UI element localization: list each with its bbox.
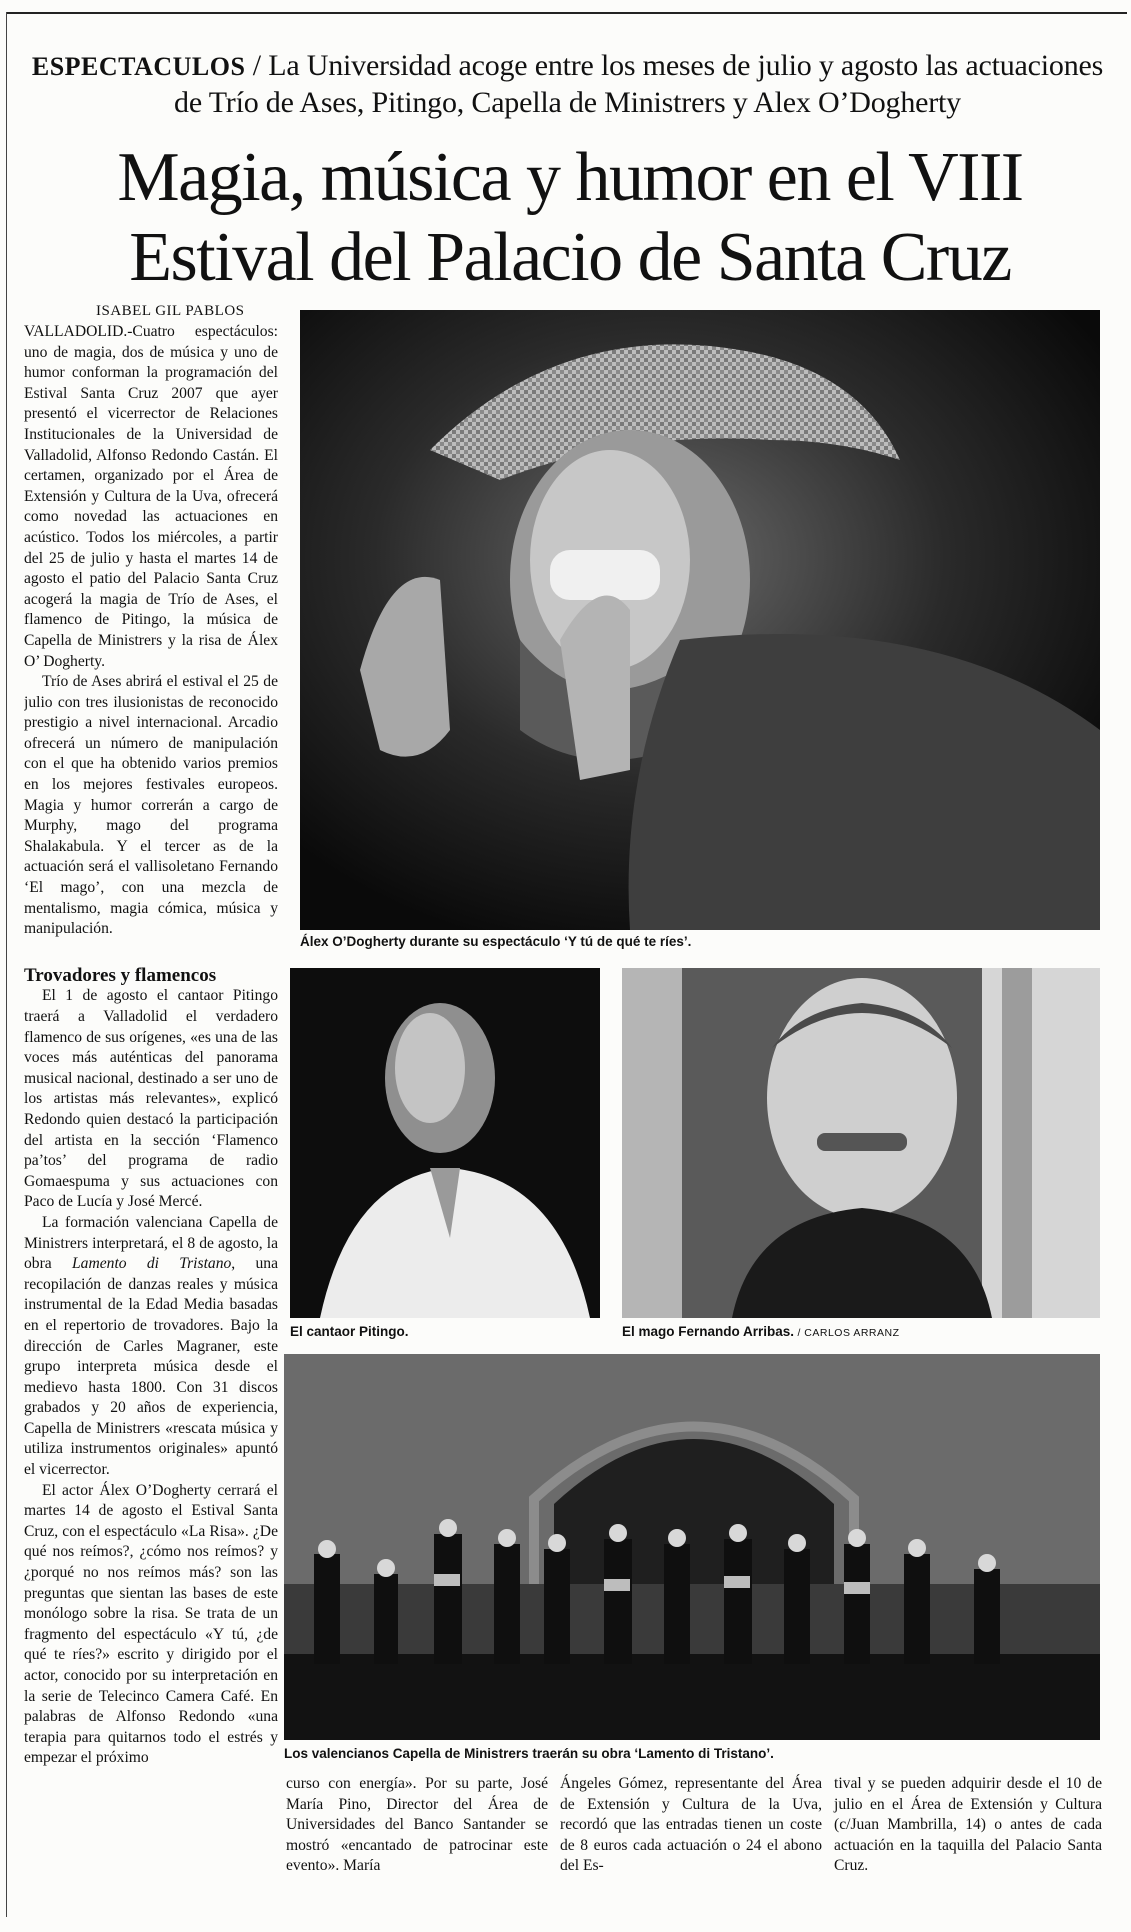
- caption-photo-3-text: El mago Fernando Arribas.: [622, 1324, 795, 1339]
- paragraph-4: [24, 1213, 278, 1481]
- article-column-2: [286, 1774, 548, 1877]
- photo-capella-de-ministrers: [284, 1354, 1100, 1740]
- work-title: Lamento di Tristano: [72, 1255, 232, 1273]
- section-label: ESPECTACULOS: [31, 52, 246, 81]
- paragraph-5: El actor Álex O’Dogherty cerrará el martes 14 de agosto el Estival Santa Cruz, con el espectáculo «La Risa». ¿De qué nos reímos?, ¿cómo nos reímos? y ¿porqué no nos reímos más? son las preguntas que sientan las bases de este monólogo sobre la risa. Se trata de un fragmento del espectáculo «Y tú, ¿de qué te ríes?» escrito y dirigido por el actor, conocido por su interpretación en la serie de Telecinco Camera Café. En palabras de Alfonso Redondo «una terapia para quitarnos todo el estrés y empezar el próximo: [24, 1481, 278, 1767]
- photo-fernando-arribas: [622, 968, 1100, 1318]
- left-rule: [6, 12, 7, 1917]
- kicker-text: La Universidad acoge entre los meses de julio y agosto las actuaciones de Trío de Ases, Pitingo, Capella de Ministrers y Alex O’Dogherty: [174, 49, 1104, 119]
- top-rule: [6, 12, 1127, 14]
- caption-photo-4: Los valencianos Capella de Ministrers traerán su obra ‘Lamento di Tristano’.: [284, 1746, 774, 1761]
- byline: ISABEL GIL PABLOS: [96, 303, 245, 319]
- kicker: [20, 48, 1115, 121]
- photo-alex-odogherty: [300, 310, 1100, 930]
- column-3-text: Ángeles Gómez, representante del Área de Extensión y Cultura de la Uva, recordó que las entradas tienen un coste de 8 euros cada actuación o 24 el abono del Es-: [560, 1775, 822, 1875]
- headline: [40, 138, 1100, 298]
- photo-credit: / CARLOS ARRANZ: [794, 1327, 900, 1339]
- subheading: Trovadores y flamencos: [24, 964, 217, 986]
- headline-line-2: Estival del Palacio de Santa Cruz: [129, 219, 1011, 296]
- paragraph-4-end: , una recopilación de danzas reales y música instrumental de la Edad Media basadas en el repertorio de trovadores. Bajo la dirección de Carles Magraner, este grupo interpreta música desde el medievo hasta 1800. Con 31 discos grabados y 20 años de experiencia, Capella de Ministrers «rescata música y utiliza instrumentos originales» apuntó el vicerrector.: [24, 1255, 278, 1479]
- paragraph-1: VALLADOLID.-Cuatro espectáculos: uno de magia, dos de música y uno de humor conforman la programación del Estival Santa Cruz 2007 que ayer presentó el vicerrector de Relaciones Institucionales de la Universidad de Valladolid, Alfonso Redondo Castán. El certamen, organizado por el Área de Extensión y Cultura de la Uva, ofrecerá como novedad las actuaciones en acústico. Todos los miércoles, a partir del 25 de julio y hasta el martes 14 de agosto el patio del Palacio Santa Cruz acogerá la magia de Trío de Ases, el flamenco de Pitingo, la música de Capella de Ministrers y la risa de Álex O’ Dogherty.: [24, 323, 278, 670]
- article-column-3: [560, 1774, 822, 1877]
- article-column-4: [834, 1774, 1102, 1877]
- caption-photo-2: El cantaor Pitingo.: [290, 1324, 409, 1339]
- paragraph-3: El 1 de agosto el cantaor Pitingo traerá a Valladolid el verdadero flamenco de sus orígenes, «es una de las voces más auténticas del panorama musical nacional, destinado a ser uno de los artistas más relevantes», explicó Redondo quien destacó la participación del artista en la sección ‘Flamenco pa’tos’ del programa de radio Gomaespuma y sus actuaciones con Paco de Lucía y José Mercé.: [24, 987, 278, 1211]
- column-4-text: tival y se pueden adquirir desde el 10 de julio en el Área de Extensión y Cultura (c/Juan Mambrilla, 14) o antes de cada actuación en la taquilla del Palacio Santa Cruz.: [834, 1775, 1102, 1875]
- column-2-text: curso con energía». Por su parte, José María Pino, Director del Área de Universidades del Banco Santander se mostró «encantado de patrocinar este evento». María: [286, 1775, 548, 1875]
- paragraph-4-start: La formación valenciana Capella de Ministrers interpretará, el 8 de agosto, la obra: [24, 1213, 278, 1273]
- photo-pitingo: [290, 968, 600, 1318]
- section-separator: /: [245, 49, 269, 82]
- paragraph-2: Trío de Ases abrirá el estival el 25 de julio con tres ilusionistas de reconocido prestigio a nivel internacional. Arcadio ofrecerá un número de manipulación con el que ha obtenido varios premios en los mejores festivales europeos. Magia y humor correrán a cargo de Murphy, mago del programa Shalakabula. Y el tercer as de la actuación será el vallisoletano Fernando ‘El mago’, con una mezcla de mentalismo, magia cómica, música y manipulación.: [24, 673, 278, 938]
- article-column-1: [24, 322, 278, 1894]
- headline-line-1: Magia, música y humor en el VIII: [117, 139, 1023, 216]
- caption-photo-3: [622, 1324, 900, 1341]
- caption-photo-1: Álex O’Dogherty durante su espectáculo ‘Y tú de qué te ríes’.: [300, 934, 692, 949]
